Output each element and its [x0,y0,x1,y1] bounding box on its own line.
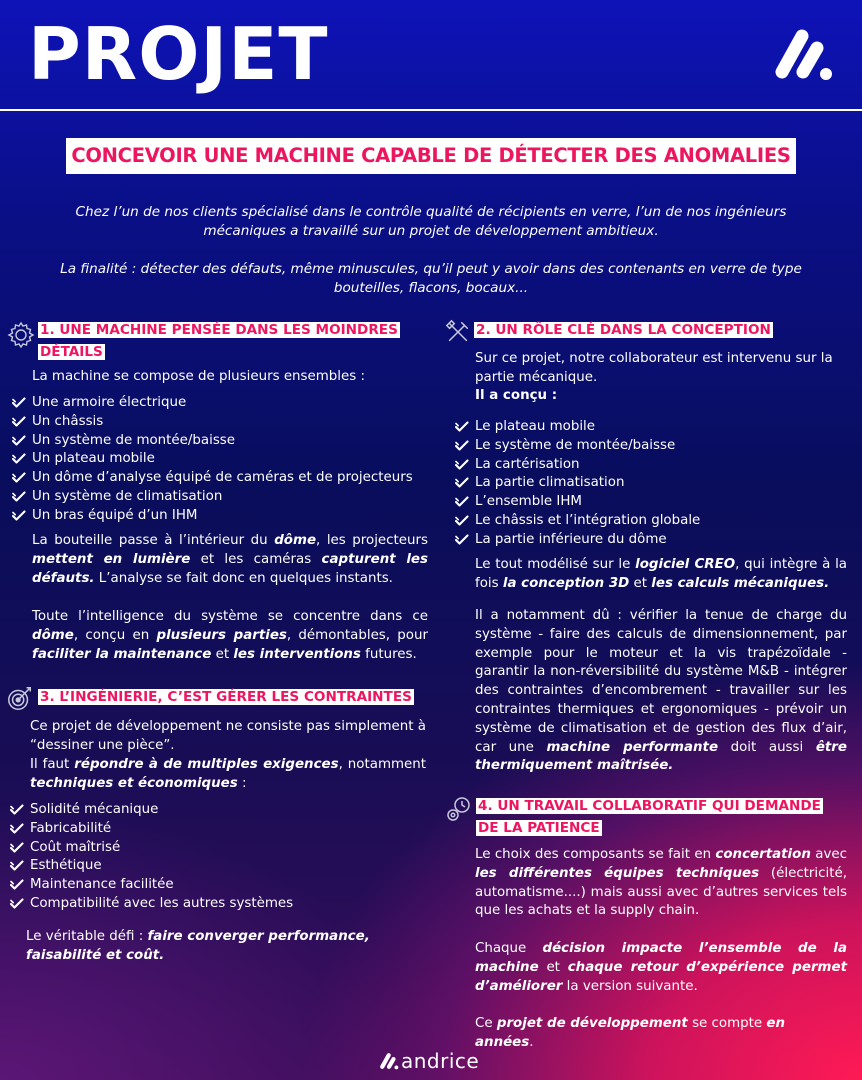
list-item [12,432,432,451]
list-item [10,876,430,895]
check-icon [12,396,26,410]
list-item-label: Coût maîtrisé [30,839,121,855]
section-3-paragraph-1: Ce projet de développement ne consiste pas simplement à “dessiner une pièce”. [30,719,426,753]
footer-brand [378,1048,488,1074]
section-4-paragraph-1: Le choix des composants se fait en concertation avec les différentes équipes techniques (électricité, automatisme....) mais aussi avec d’autres services tels que les achats et la supply chain. [475,847,847,919]
check-icon [455,439,469,453]
andrice-logo-icon [772,26,834,82]
section-1-paragraph-1: La bouteille passe à l’intérieur du dôme, les projecteurs mettent en lumière et les caméras capturent les défauts. L’analyse se fait donc en quelques instants. [32,533,428,586]
list-item [455,437,845,456]
section-1-lead: La machine se compose de plusieurs ensembles : [32,369,366,384]
list-item [10,820,430,839]
list-item-label: Le système de montée/baisse [475,437,676,453]
time-gear-icon [444,794,474,824]
list-item [12,413,432,432]
list-item [455,456,845,475]
page-title: PROJET [28,12,329,96]
check-icon [455,495,469,509]
list-item [455,474,845,493]
intro-paragraph-1: Chez l’un de nos clients spécialisé dans le contrôle qualité de récipients en verre, l’un de nos ingénieurs mécaniques a travaillé sur un projet de développement ambitieux. [75,204,787,239]
tools-icon [444,318,472,346]
section-2-list [455,418,845,550]
section-3-heading: 3. L’INGÉNIERIE, C’EST GÉRER LES CONTRAINTES [40,689,412,705]
section-3-list [10,801,430,914]
section-2-lead-bold: Il a conçu : [475,388,558,403]
list-item [12,469,432,488]
check-icon [10,859,24,873]
list-item-label: Compatibilité avec les autres systèmes [30,895,294,911]
list-item-label: Esthétique [30,858,102,874]
list-item-label: Une armoire électrique [32,395,187,410]
project-banner: CONCEVOIR UNE MACHINE CAPABLE DE DÉTECTER DES ANOMALIES [66,138,796,174]
section-1-heading: 1. UNE MACHINE PENSÉE DANS LES MOINDRES DÉTAILS [40,322,398,360]
section-3-paragraph-2: Il faut répondre à de multiples exigences, notamment techniques et économiques : [30,757,427,791]
list-item-label: Un châssis [32,413,104,429]
header-divider [0,109,862,111]
section-2-heading: 2. UN RÔLE CLÉ DANS LA CONCEPTION [476,322,771,338]
target-icon [6,684,34,712]
section-4-paragraph-3: Ce projet de développement se compte en années. [475,1016,786,1050]
check-icon [455,514,469,528]
check-icon [12,452,26,466]
check-icon [455,476,469,490]
check-icon [12,509,26,523]
list-item-label: Fabricabilité [30,820,112,836]
list-item-label: Un système de montée/baisse [32,432,236,448]
list-item-label: Solidité mécanique [30,802,159,817]
list-item [10,801,430,820]
section-4-heading: 4. UN TRAVAIL COLLABORATIF QUI DEMANDE DE LA PATIENCE [478,798,821,836]
list-item-label: Le châssis et l’intégration globale [475,512,701,528]
check-icon [455,420,469,434]
section-2-paragraph-1: Le tout modélisé sur le logiciel CREO, qui intègre à la fois la conception 3D et les calculs mécaniques. [475,557,848,591]
check-icon [10,822,24,836]
section-2-paragraph-2: Il a notamment dû : vérifier la tenue de charge du système - faire des calculs de dimensionnement, par exemple pour le moteur et la vis trapézoïdale - garantir la non-réversibilité du système M&B - intégrer des contraintes d’encombrement - travailler sur les contraintes thermiques et ergonomiques - prévoir un système de climatisation et de gestion des flux d’air, car une machine performante doit aussi être thermiquement maîtrisée. [475,608,847,774]
check-icon [10,841,24,855]
list-item-label: La cartérisation [475,456,580,472]
list-item [12,507,432,526]
check-icon [455,458,469,472]
list-item [455,512,845,531]
list-item-label: Le plateau mobile [475,419,595,434]
list-item-label: L’ensemble IHM [475,494,582,510]
list-item [12,488,432,507]
list-item [10,839,430,858]
list-item [455,418,845,437]
list-item-label: La partie inférieure du dôme [475,531,667,547]
list-item [12,450,432,469]
list-item [10,895,430,914]
list-item-label: Un plateau mobile [32,451,155,467]
list-item [455,531,845,550]
list-item [455,493,845,512]
section-3-closing: Le véritable défi : faire converger performance, faisabilité et coût. [26,929,370,963]
section-1-paragraph-2: Toute l’intelligence du système se concentre dans ce dôme, conçu en plusieurs parties, démontables, pour faciliter la maintenance et les interventions futures. [32,609,428,662]
check-icon [12,490,26,504]
gear-icon [6,320,36,350]
list-item-label: La partie climatisation [475,475,625,491]
check-icon [12,434,26,448]
check-icon [12,471,26,485]
intro-paragraph-2: La finalité : détecter des défauts, même minuscules, qu’il peut y avoir dans des contenants en verre de type bouteilles, flacons, bocaux... [60,261,802,296]
list-item [12,394,432,413]
check-icon [10,803,24,817]
section-1-list [12,394,432,526]
list-item-label: Un bras équipé d’un IHM [32,507,198,523]
check-icon [10,878,24,892]
check-icon [10,897,24,911]
check-icon [455,533,469,547]
list-item-label: Un dôme d’analyse équipé de caméras et de projecteurs [32,470,413,486]
section-2-lead: Sur ce projet, notre collaborateur est intervenu sur la partie mécanique. [475,351,833,385]
list-item-label: Maintenance facilitée [30,877,174,893]
list-item-label: Un système de climatisation [32,488,223,504]
check-icon [12,415,26,429]
section-4-paragraph-2: Chaque décision impacte l’ensemble de la machine et chaque retour d’expérience permet d’améliorer la version suivante. [475,941,847,994]
footer-brand-name: andrice [401,1049,480,1073]
andrice-logo-icon [378,1052,400,1070]
list-item [10,857,430,876]
